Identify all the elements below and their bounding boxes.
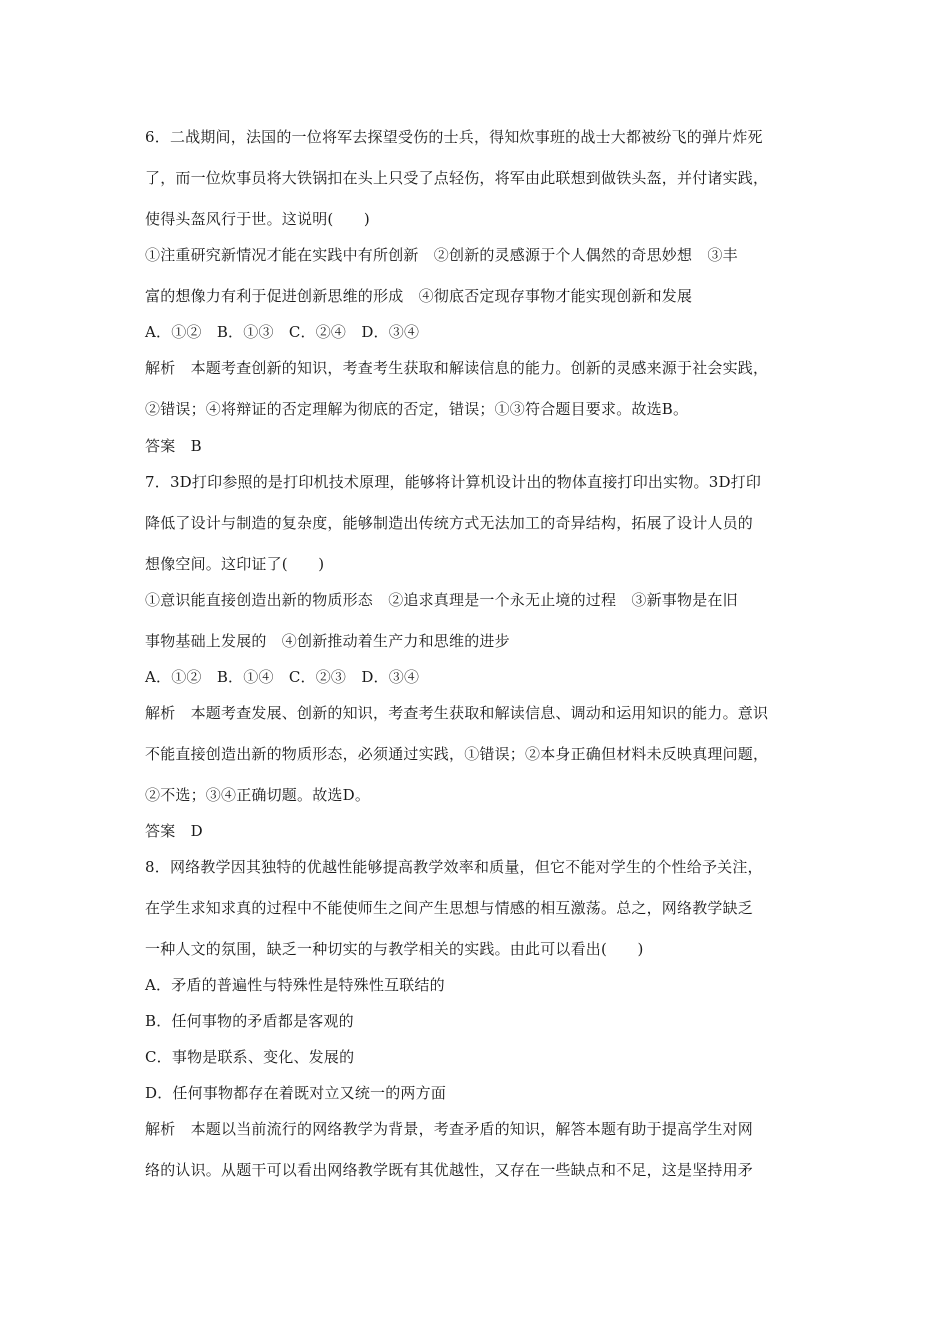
q6-statements-line-1: ①注重研究新情况才能在实践中有所创新 ②创新的灵感源于个人偶然的奇思妙想 ③丰: [145, 246, 738, 264]
q7-stem-line-3: 想像空间。这印证了( ): [145, 555, 325, 573]
q8-stem-line-1: 8．网络教学因其独特的优越性能够提高教学效率和质量，但它不能对学生的个性给予关注，: [145, 858, 763, 876]
q6-stem-line-3: 使得头盔风行于世。这说明( ): [145, 210, 370, 228]
q8-analysis-line-1: 解析 本题以当前流行的网络教学为背景，考查矛盾的知识，解答本题有助于提高学生对网: [145, 1120, 754, 1138]
q8-stem-line-3: 一种人文的氛围，缺乏一种切实的与教学相关的实践。由此可以看出( ): [145, 940, 644, 958]
q6-stem-line-1: 6．二战期间，法国的一位将军去探望受伤的士兵，得知炊事班的战士大都被纷飞的弹片炸死: [145, 128, 763, 146]
q8-option-b: B．任何事物的矛盾都是客观的: [145, 1012, 354, 1030]
q6-options: A．①② B．①③ C．②④ D．③④: [145, 323, 420, 341]
q8-stem-line-2: 在学生求知求真的过程中不能使师生之间产生思想与情感的相互激荡。总之，网络教学缺乏: [145, 899, 754, 917]
q7-statements-line-1: ①意识能直接创造出新的物质形态 ②追求真理是一个永无止境的过程 ③新事物是在旧: [145, 591, 738, 609]
q7-options: A．①② B．①④ C．②③ D．③④: [145, 668, 420, 686]
q8-option-c: C．事物是联系、变化、发展的: [145, 1048, 355, 1066]
q7-analysis-line-2: 不能直接创造出新的物质形态，必须通过实践，①错误；②本身正确但材料未反映真理问题，: [145, 745, 769, 763]
q7-analysis-line-3: ②不选；③④正确切题。故选D。: [145, 786, 371, 804]
q7-statements-line-2: 事物基础上发展的 ④创新推动着生产力和思维的进步: [145, 632, 510, 650]
q8-option-d: D．任何事物都存在着既对立又统一的两方面: [145, 1084, 447, 1102]
q7-answer: 答案 D: [145, 822, 203, 840]
q6-analysis-line-2: ②错误；④将辩证的否定理解为彻底的否定，错误；①③符合题目要求。故选B。: [145, 400, 689, 418]
q8-option-a: A．矛盾的普遍性与特殊性是特殊性互联结的: [145, 976, 445, 994]
q8-analysis-line-2: 络的认识。从题干可以看出网络教学既有其优越性，又存在一些缺点和不足，这是坚持用矛: [145, 1161, 754, 1179]
q7-analysis-line-1: 解析 本题考查发展、创新的知识，考查考生获取和解读信息、调动和运用知识的能力。意识: [145, 704, 769, 722]
q6-answer: 答案 B: [145, 437, 202, 455]
q6-stem-line-2: 了，而一位炊事员将大铁锅扣在头上只受了点轻伤，将军由此联想到做铁头盔，并付诸实践，: [145, 169, 769, 187]
q6-statements-line-2: 富的想像力有利于促进创新思维的形成 ④彻底否定现存事物才能实现创新和发展: [145, 287, 693, 305]
q6-analysis-line-1: 解析 本题考查创新的知识，考查考生获取和解读信息的能力。创新的灵感来源于社会实践，: [145, 359, 769, 377]
q7-stem-line-2: 降低了设计与制造的复杂度，能够制造出传统方式无法加工的奇异结构，拓展了设计人员的: [145, 514, 754, 532]
q7-stem-line-1: 7．3D打印参照的是打印机技术原理，能够将计算机设计出的物体直接打印出实物。3D打印: [145, 473, 762, 491]
